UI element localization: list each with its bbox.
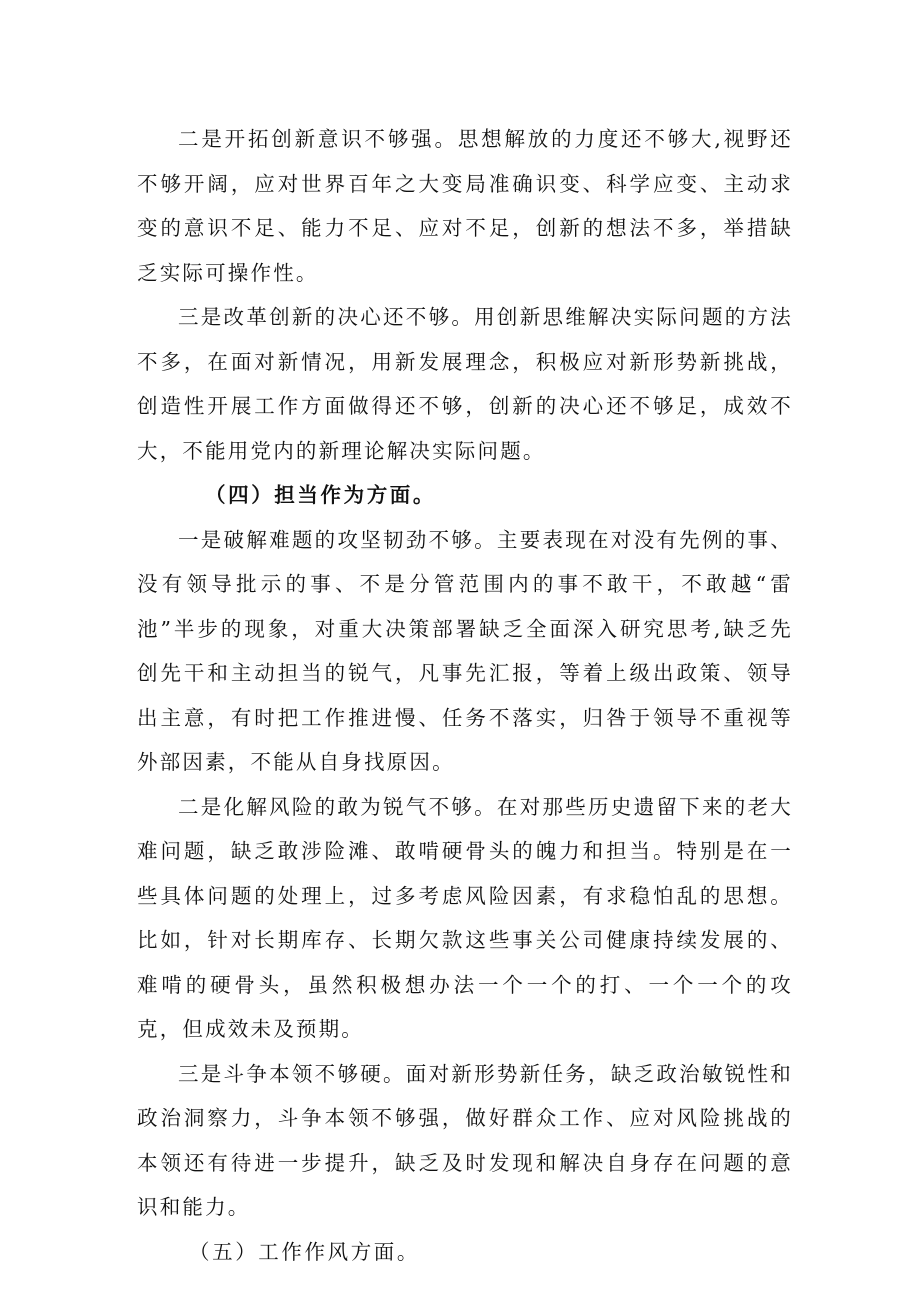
paragraph-struggle-skills: 三是斗争本领不够硬。面对新形势新任务，缺乏政治敏锐性和政治洞察力，斗争本领不够强，做好群众工作、应对风险挑战的本领还有待进一步提升，缺乏及时发现和解决自身存在问题的意识和能力。 (137, 1061, 793, 1219)
paragraph-tackling-problems: 一是破解难题的攻坚韧劲不够。主要表现在对没有先例的事、没有领导批示的事、不是分管范围内的事不敢干，不敢越“雷池”半步的现象，对重大决策部署缺乏全面深入研究思考,缺乏先创先干和主动担当的锐气，凡事先汇报，等着上级出政策、领导出主意，有时把工作推进慢、任务不落实，归咎于领导不重视等外部因素，不能从自身找原因。 (137, 527, 793, 774)
paragraph-reform-determination: 三是改革创新的决心还不够。用创新思维解决实际问题的方法不多，在面对新情况，用新发展理念，积极应对新形势新挑战，创造性开展工作方面做得还不够，创新的决心还不够足，成效不大，不能用党内的新理论解决实际问题。 (137, 305, 793, 463)
section-heading-responsibility: （四）担当作为方面。 (205, 483, 436, 507)
section-heading-work-style: （五）工作作风方面。 (189, 1239, 420, 1264)
document-body (137, 117, 793, 1274)
paragraph-innovation-awareness: 二是开拓创新意识不够强。思想解放的力度还不够大,视野还不够开阔，应对世界百年之大变局准确识变、科学应变、主动求变的意识不足、能力不足、应对不足，创新的想法不多，举措缺乏实际可操作性。 (137, 127, 793, 285)
paragraph-risk-resolution: 二是化解风险的敢为锐气不够。在对那些历史遗留下来的老大难问题，缺乏敢涉险滩、敢啃硬骨头的魄力和担当。特别是在一些具体问题的处理上，过多考虑风险因素，有求稳怕乱的思想。比如，针对长期库存、长期欠款这些事关公司健康持续发展的、难啃的硬骨头，虽然积极想办法一个一个的打、一个一个的攻克，但成效未及预期。 (137, 794, 793, 1041)
